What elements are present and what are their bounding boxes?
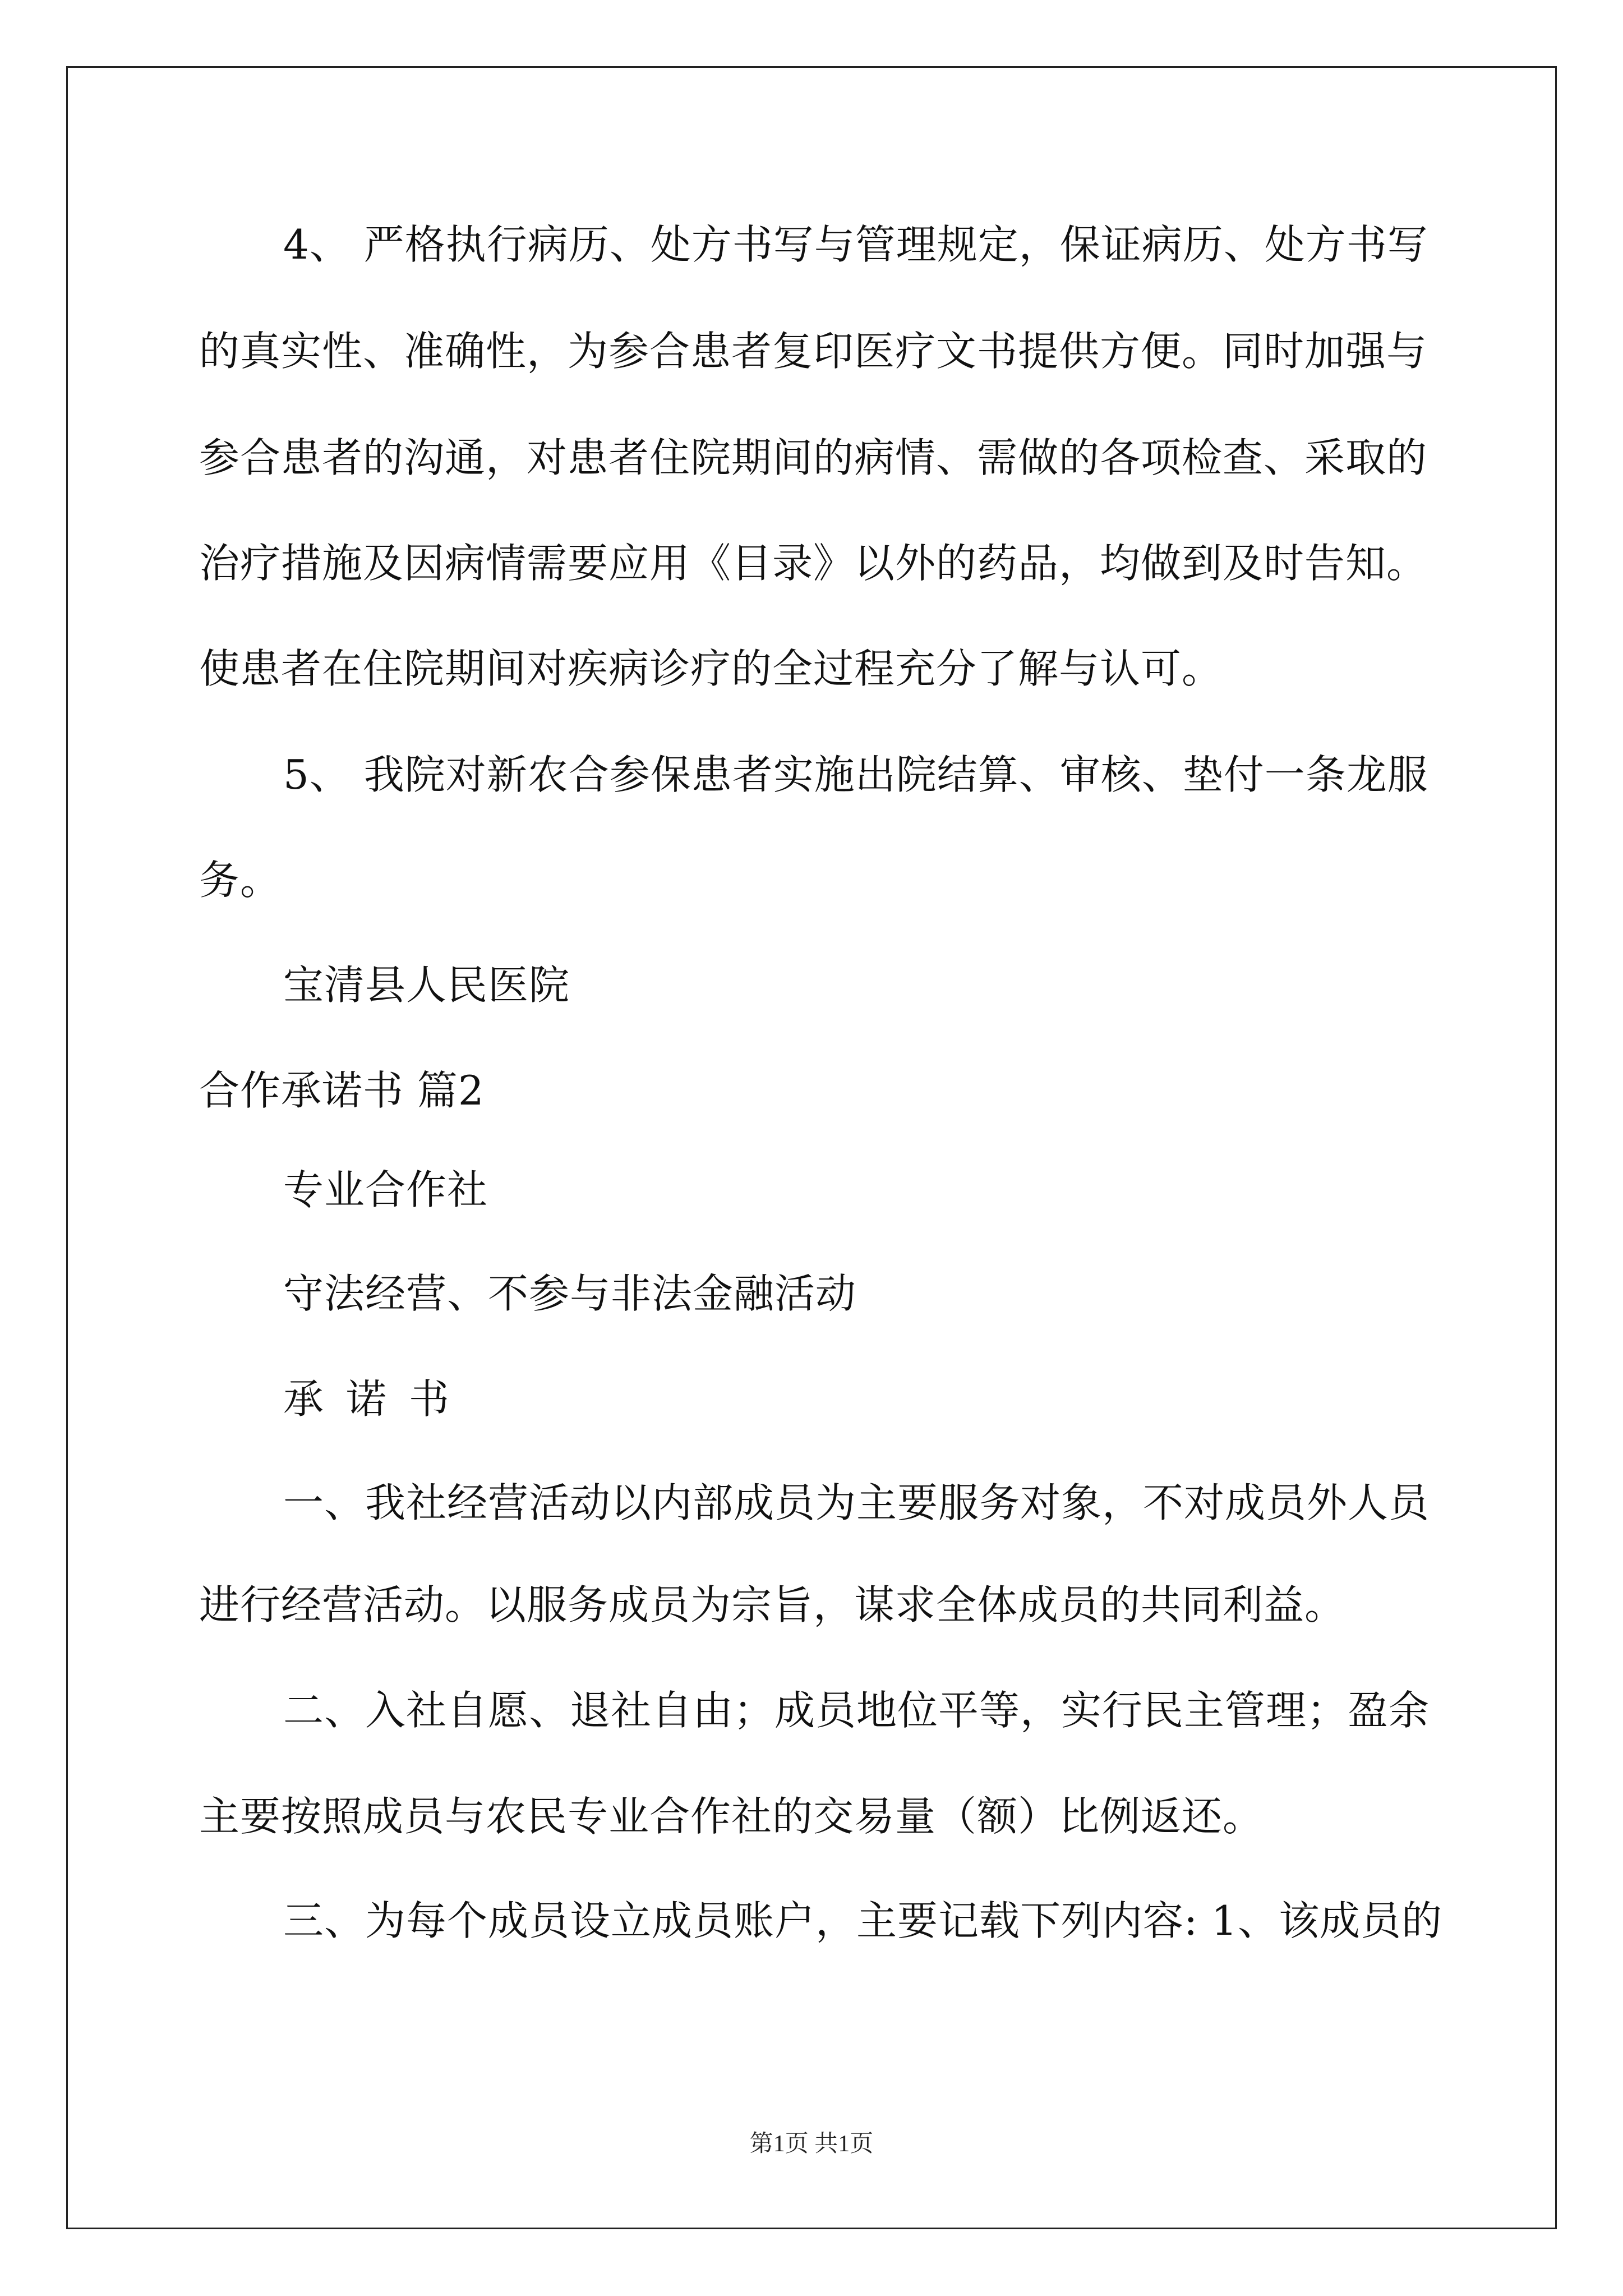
text-line: 守法经营、不参与非法金融活动	[283, 1270, 857, 1317]
text-line: 专业合作社	[283, 1166, 488, 1213]
text-line: 三、为每个成员设立成员账户，主要记载下列内容: 1、该成员的	[283, 1897, 1442, 1944]
text-line: 参合患者的沟通，对患者住院期间的病情、需做的各项检查、采取的	[199, 434, 1428, 481]
text-line: 治疗措施及因病情需要应用《目录》以外的药品，均做到及时告知。	[199, 540, 1428, 587]
page-number-footer: 第1页 共1页	[749, 2131, 874, 2157]
section-heading: 合作承诺书 篇2	[199, 1067, 485, 1114]
text-line: 4、 严格执行病历、处方书写与管理规定，保证病历、处方书写	[283, 221, 1428, 268]
text-line: 主要按照成员与农民专业合作社的交易量（额）比例返还。	[199, 1793, 1264, 1840]
text-line: 使患者在住院期间对疾病诊疗的全过程充分了解与认可。	[199, 645, 1223, 692]
text-line: 5、 我院对新农合参保患者实施出院结算、审核、垫付一条龙服	[283, 751, 1428, 798]
text-line: 进行经营活动。以服务成员为宗旨，谋求全体成员的共同利益。	[199, 1581, 1346, 1628]
text-line: 的真实性、准确性，为参合患者复印医疗文书提供方便。同时加强与	[199, 328, 1428, 375]
signature-hospital-name: 宝清县人民医院	[283, 961, 570, 1009]
text-line: 二、入社自愿、退社自由；成员地位平等，实行民主管理；盈余	[283, 1687, 1430, 1734]
text-line: 务。	[199, 857, 282, 904]
text-line: 一、我社经营活动以内部成员为主要服务对象，不对成员外人员	[283, 1479, 1430, 1526]
document-title: 承诺书	[283, 1375, 472, 1423]
